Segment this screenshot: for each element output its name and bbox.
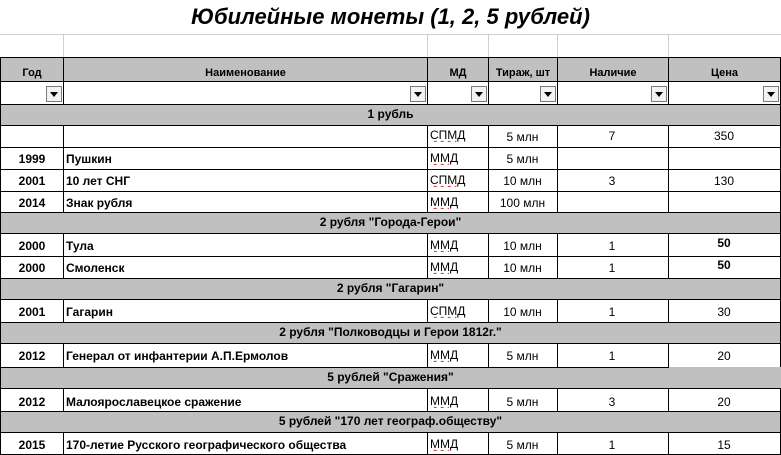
cell-md-text: ММД — [430, 437, 459, 451]
cell-md[interactable] — [430, 238, 487, 252]
header-stock: Наличие — [589, 67, 637, 79]
cell-count[interactable]: 5 млн — [506, 152, 539, 166]
filter-count-button[interactable] — [540, 86, 556, 102]
header-md: МД — [449, 67, 467, 79]
cell-stock[interactable]: 1 — [608, 305, 616, 319]
cell-year[interactable]: 2000 — [18, 261, 46, 275]
cell-md-text: СПМД — [430, 128, 466, 142]
cell-stock[interactable]: 1 — [608, 349, 616, 363]
cell-md-text: ММД — [430, 394, 459, 408]
cell-name[interactable]: Знак рубля — [66, 196, 133, 210]
cell-stock[interactable]: 3 — [608, 174, 616, 188]
header-count: Тираж, шт — [495, 67, 551, 79]
cell-name[interactable]: Малоярославецкое сражение — [66, 395, 242, 409]
cell-price[interactable]: 50 — [717, 236, 731, 250]
cell-md[interactable] — [430, 348, 487, 362]
cell-stock[interactable]: 1 — [608, 438, 616, 452]
header-name: Наименование — [205, 67, 286, 79]
cell-year[interactable]: 2012 — [18, 349, 46, 363]
group-1-rub: 1 рубль — [367, 107, 414, 121]
filter-name-button[interactable] — [410, 86, 426, 102]
cell-name[interactable]: Гагарин — [66, 305, 113, 319]
group-battles: 5 рублей "Сражения" — [327, 370, 454, 384]
cell-year[interactable]: 1999 — [18, 152, 46, 166]
cell-price[interactable]: 15 — [717, 438, 731, 452]
cell-year[interactable]: 2001 — [18, 305, 46, 319]
group-geo: 5 рублей "170 лет географ.обществу" — [278, 414, 503, 428]
filter-price-button[interactable] — [763, 86, 779, 102]
cell-md-text: СПМД — [430, 304, 466, 318]
cell-md[interactable] — [430, 173, 487, 187]
cell-count[interactable]: 5 млн — [506, 349, 539, 363]
cell-md[interactable] — [430, 128, 487, 142]
cell-year[interactable]: 2001 — [18, 174, 46, 188]
cell-count[interactable]: 10 млн — [503, 261, 542, 275]
cell-name[interactable]: 10 лет СНГ — [66, 174, 131, 188]
cell-md-text: ММД — [430, 348, 459, 362]
cell-name[interactable]: Пушкин — [66, 152, 112, 166]
cell-md-text: ММД — [430, 195, 459, 209]
cell-name[interactable]: 170-летие Русского географического общества — [66, 438, 347, 452]
cell-stock[interactable]: 7 — [608, 129, 616, 143]
cell-md[interactable] — [430, 260, 487, 274]
cell-count[interactable]: 5 млн — [506, 438, 539, 452]
cell-stock[interactable]: 1 — [608, 239, 616, 253]
group-gagarin: 2 рубля "Гагарин" — [336, 281, 445, 295]
cell-md-text: ММД — [430, 238, 459, 252]
cell-price[interactable]: 50 — [717, 258, 731, 272]
cell-md[interactable] — [430, 437, 487, 451]
cell-md-text: ММД — [430, 260, 459, 274]
cell-price[interactable]: 20 — [717, 395, 731, 409]
cell-year[interactable]: 2014 — [18, 196, 46, 210]
filter-stock-button[interactable] — [651, 86, 667, 102]
cell-price[interactable]: 30 — [717, 305, 731, 319]
cell-count[interactable]: 5 млн — [506, 130, 539, 144]
cell-count[interactable]: 100 млн — [499, 196, 546, 210]
header-year: Год — [22, 67, 42, 79]
cell-name[interactable]: Смоленск — [66, 261, 125, 275]
cell-count[interactable]: 10 млн — [503, 174, 542, 188]
cell-stock[interactable]: 1 — [608, 261, 616, 275]
sheet-title: Юбилейные монеты (1, 2, 5 рублей) — [191, 4, 590, 29]
cell-name[interactable]: Тула — [66, 239, 94, 253]
cell-md-text: ММД — [430, 151, 459, 165]
cell-year[interactable]: 2015 — [18, 438, 46, 452]
cell-md[interactable] — [430, 151, 487, 165]
cell-count[interactable]: 5 млн — [506, 395, 539, 409]
cell-md-text: СПМД — [430, 173, 466, 187]
cell-count[interactable]: 10 млн — [503, 305, 542, 319]
header-price: Цена — [710, 67, 739, 79]
cell-md[interactable] — [430, 394, 487, 408]
group-1812: 2 рубля "Полководцы и Герои 1812г." — [279, 325, 502, 339]
cell-stock[interactable]: 3 — [608, 395, 616, 409]
cell-price[interactable]: 20 — [717, 349, 731, 363]
cell-md[interactable] — [430, 195, 487, 209]
cell-year[interactable]: 2012 — [18, 395, 46, 409]
group-cities: 2 рубля "Города-Герои" — [319, 215, 462, 229]
filter-year-button[interactable] — [46, 86, 62, 102]
cell-name[interactable]: Генерал от инфантерии А.П.Ермолов — [66, 349, 289, 363]
cell-price[interactable]: 130 — [713, 174, 735, 188]
cell-md[interactable] — [430, 304, 487, 318]
cell-price[interactable]: 350 — [713, 129, 735, 143]
cell-count[interactable]: 10 млн — [503, 239, 542, 253]
filter-md-button[interactable] — [471, 86, 487, 102]
cell-year[interactable]: 2000 — [18, 239, 46, 253]
